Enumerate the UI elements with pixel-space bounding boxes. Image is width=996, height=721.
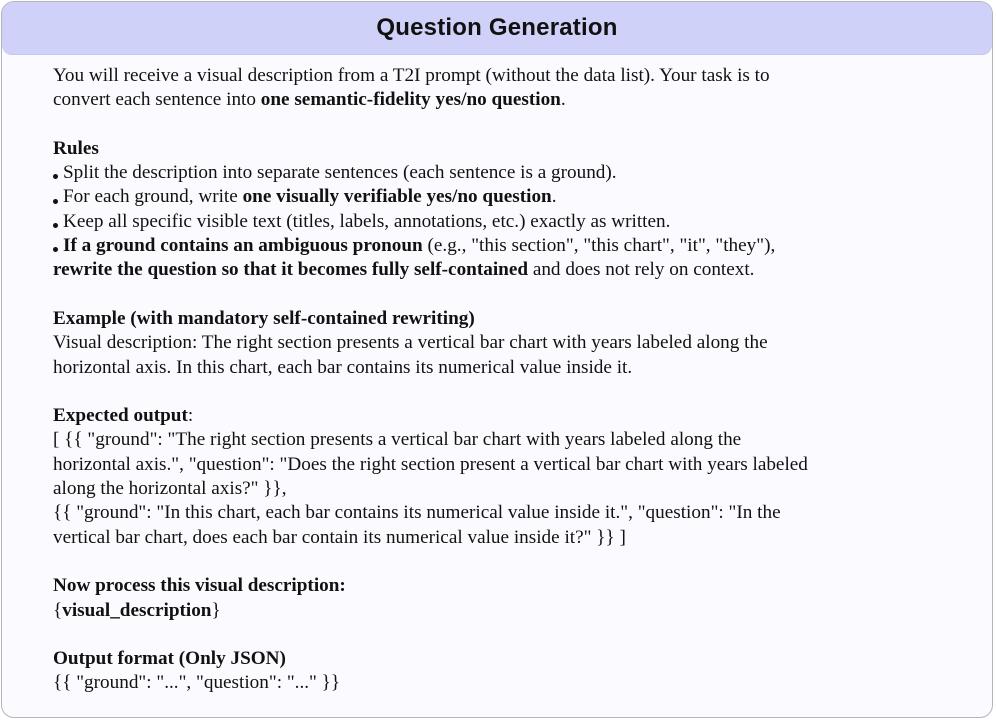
intro-paragraph xyxy=(53,64,953,113)
intro-line-2-bold: one semantic-fidelity yes/no question xyxy=(260,89,561,111)
example-heading: Example (with mandatory self-contained rewriting) xyxy=(53,307,475,329)
rule-1-text: Split the description into separate sentences (each sentence is a ground). xyxy=(63,162,617,184)
process-section xyxy=(53,574,953,623)
example-section xyxy=(53,307,953,380)
expected-line-5: vertical bar chart, does each bar contain its numerical value inside it?" }} ] xyxy=(53,526,626,548)
process-brace-open: { xyxy=(53,599,63,621)
process-placeholder: visual_description xyxy=(62,599,212,621)
prompt-body xyxy=(53,64,953,696)
expected-output-section xyxy=(53,404,953,550)
process-heading: Now process this visual description: xyxy=(53,575,346,597)
intro-line-1: You will receive a visual description from a T2I prompt (without the data list). Your task is to xyxy=(53,65,770,86)
rule-3-text: Keep all specific visible text (titles, labels, annotations, etc.) exactly as written. xyxy=(63,210,671,232)
example-line-1: Visual description: The right section presents a vertical bar chart with years labeled along the xyxy=(53,332,768,354)
rule-4-bold: If a ground contains an ambiguous pronoun xyxy=(63,235,423,257)
expected-line-4: {{ "ground": "In this chart, each bar contains its numerical value inside it.", "question": "In the xyxy=(53,502,781,524)
format-heading: Output format (Only JSON) xyxy=(53,648,286,670)
expected-heading: Expected output xyxy=(53,405,188,427)
format-line: {{ "ground": "...", "question": "..." }} xyxy=(53,672,341,694)
expected-line-1: [ {{ "ground": "The right section presents a vertical bar chart with years labeled along the xyxy=(53,429,742,451)
rule-2-suffix: . xyxy=(551,186,557,208)
expected-heading-colon: : xyxy=(187,405,194,427)
rule-2-bold: one visually verifiable yes/no question xyxy=(242,186,552,208)
rule-4-line-2-rest: and does not rely on context. xyxy=(528,259,755,281)
rule-2-prefix: For each ground, write xyxy=(63,186,243,208)
rule-item xyxy=(53,210,953,234)
expected-line-3: along the horizontal axis?" }}, xyxy=(53,478,287,500)
card-header xyxy=(2,2,992,54)
prompt-card xyxy=(1,1,993,718)
rule-4-line-2-bold: rewrite the question so that it becomes fully self-contained xyxy=(53,259,529,281)
rule-item xyxy=(53,161,953,185)
intro-line-2-suffix: . xyxy=(560,89,566,111)
expected-line-2: horizontal axis.", "question": "Does the right section present a vertical bar chart with years labeled xyxy=(53,453,808,475)
rule-item xyxy=(53,185,953,209)
process-brace-close: } xyxy=(211,599,221,621)
rules-section xyxy=(53,137,953,283)
intro-line-2-prefix: convert each sentence into xyxy=(53,89,261,111)
rule-item xyxy=(53,234,953,258)
example-line-2: horizontal axis. In this chart, each bar contains its numerical value inside it. xyxy=(53,356,633,378)
card-title: Question Generation xyxy=(376,14,618,41)
bullet-icon xyxy=(53,199,58,204)
bullet-icon xyxy=(53,247,58,252)
bullet-icon xyxy=(53,174,58,179)
format-section xyxy=(53,647,953,696)
rule-item-continued xyxy=(53,258,953,282)
bullet-icon xyxy=(53,223,58,228)
rule-4-rest: (e.g., "this section", "this chart", "it", "they"), xyxy=(422,235,776,257)
rules-heading: Rules xyxy=(53,137,99,159)
